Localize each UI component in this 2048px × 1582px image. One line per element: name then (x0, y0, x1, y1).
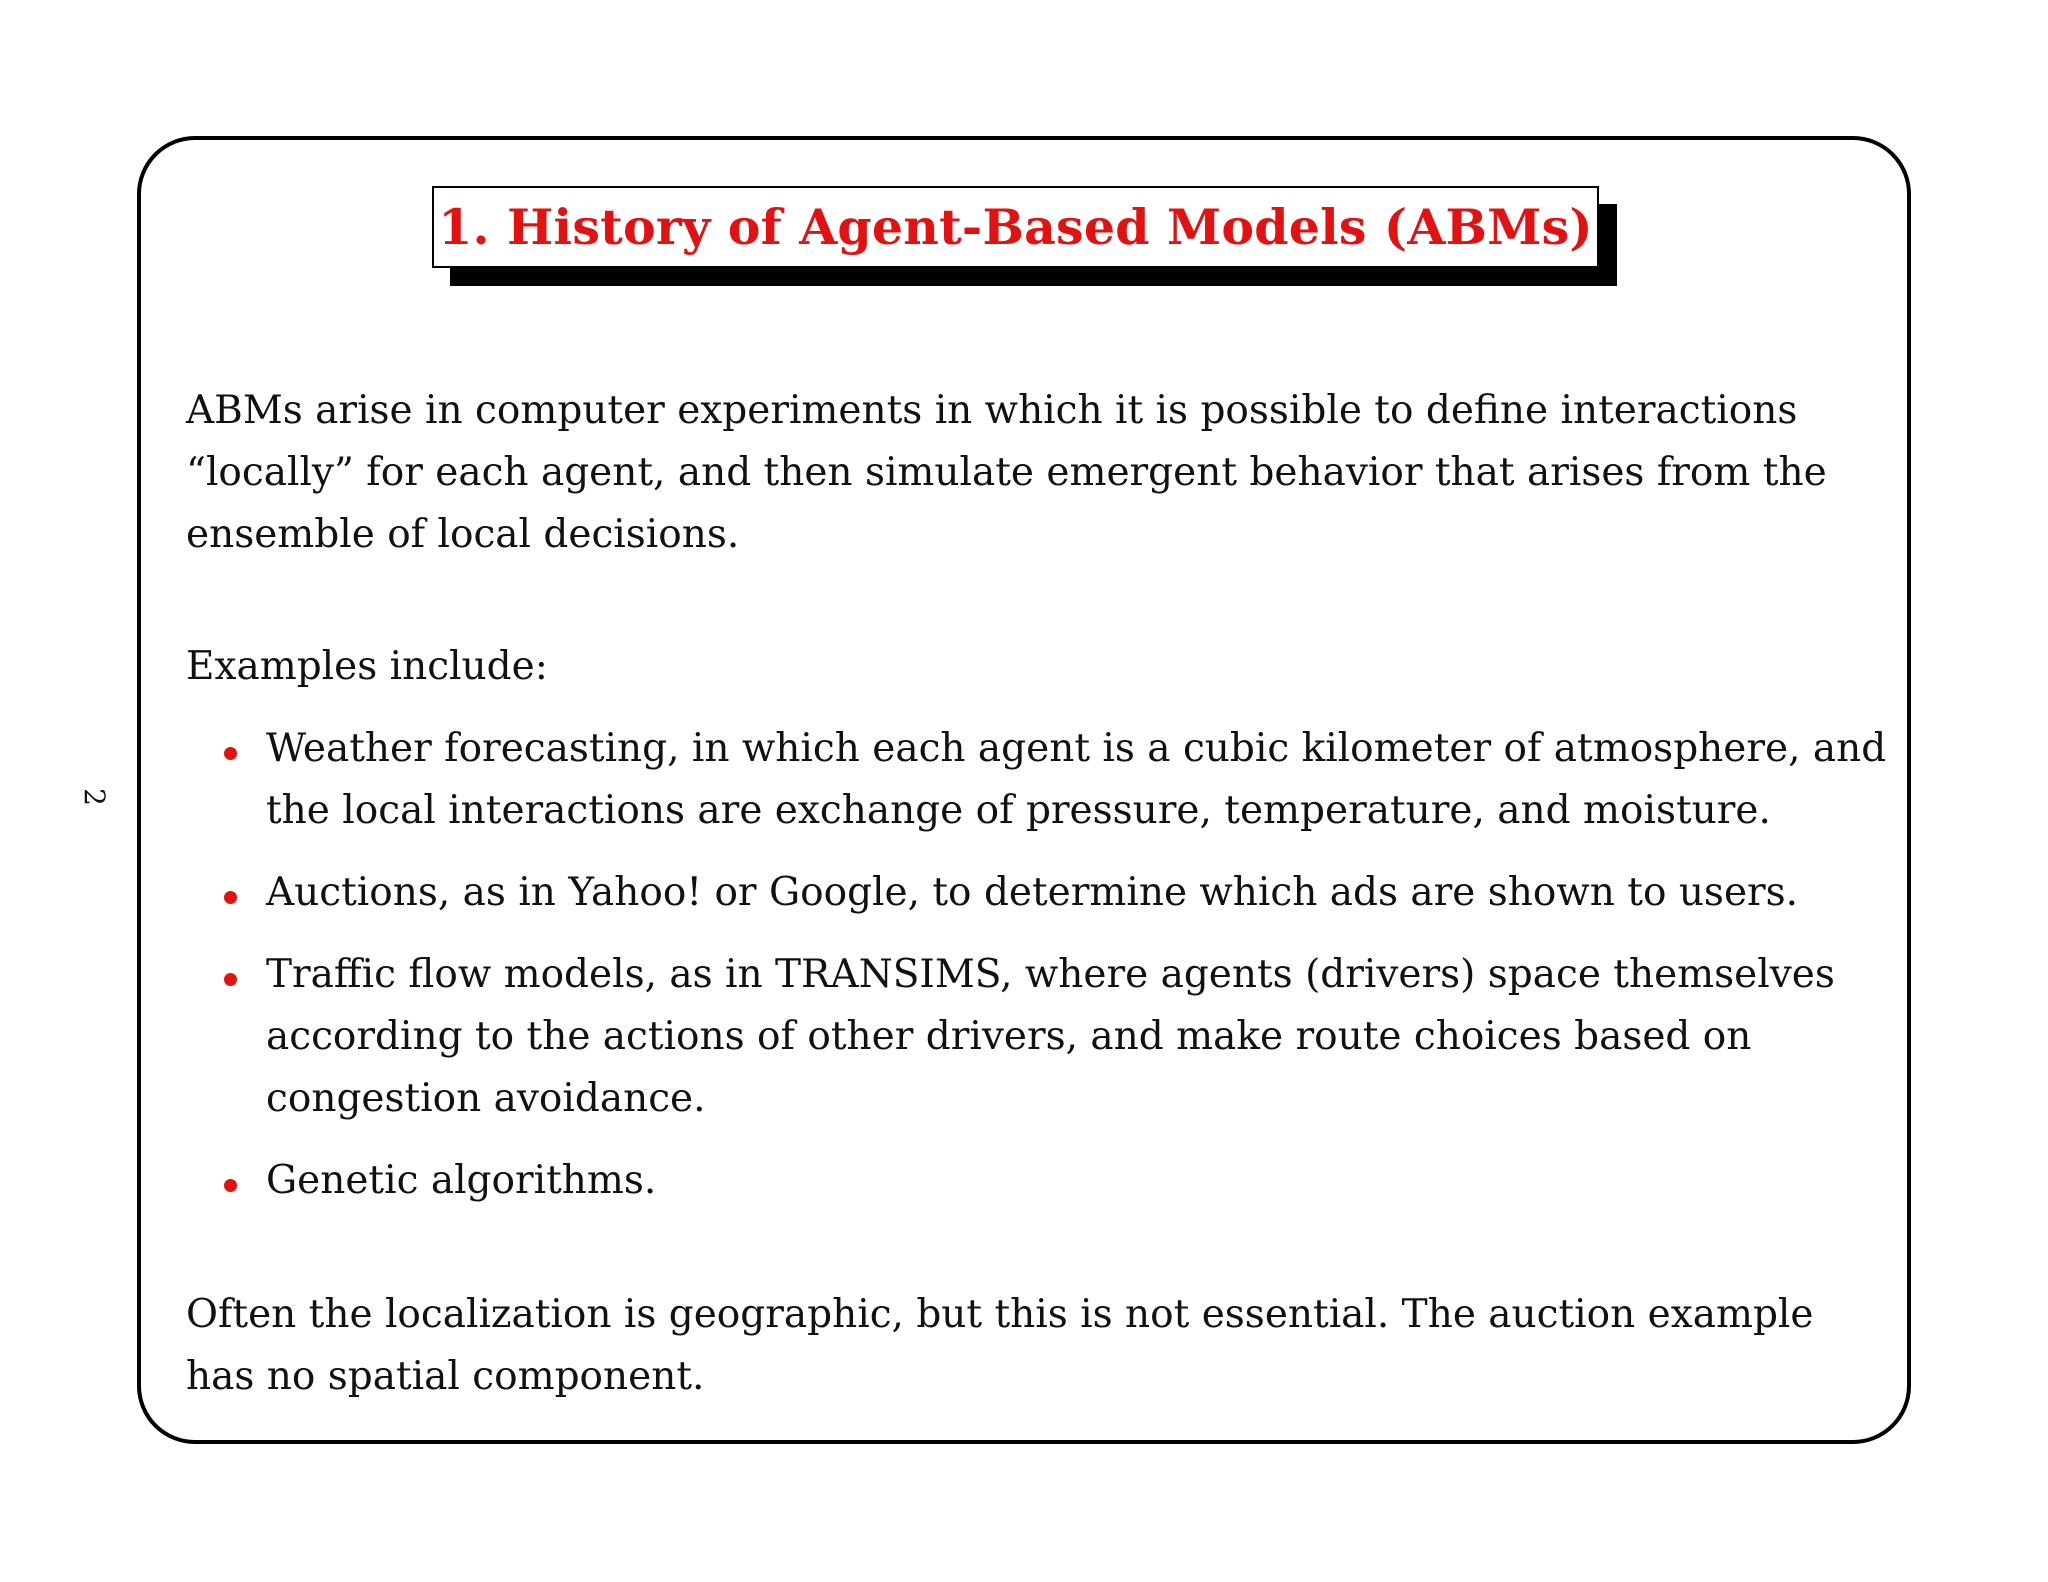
slide-title: 1. History of Agent-Based Models (ABMs) (438, 197, 1593, 256)
bullet-marker (224, 1179, 237, 1192)
intro-line: ensemble of local decisions. (186, 512, 740, 557)
intro-line: ABMs arise in computer experiments in which it is possible to define interactions (186, 388, 1798, 433)
bullet-text: according to the actions of other drivers, and make route choices based on (266, 1014, 1752, 1059)
bullet-text: Genetic algorithms. (266, 1158, 657, 1203)
bullet-text: Weather forecasting, in which each agent is a cubic kilometer of atmosphere, and (266, 726, 1887, 771)
bullet-marker (224, 747, 237, 760)
bullet-text: Auctions, as in Yahoo! or Google, to determine which ads are shown to users. (266, 870, 1799, 915)
intro-line: “locally” for each agent, and then simulate emergent behavior that arises from the (186, 450, 1827, 495)
page-number: 2 (77, 788, 111, 806)
bullet-marker (224, 973, 237, 986)
closing-line: has no spatial component. (186, 1354, 705, 1399)
examples-heading: Examples include: (186, 644, 548, 689)
bullet-text: congestion avoidance. (266, 1076, 706, 1121)
bullet-marker (224, 891, 237, 904)
bullet-text: Traffic flow models, as in TRANSIMS, where agents (drivers) space themselves (266, 952, 1835, 997)
closing-line: Often the localization is geographic, but this is not essential. The auction example (186, 1292, 1814, 1337)
title-box (432, 186, 1599, 268)
bullet-text: the local interactions are exchange of pressure, temperature, and moisture. (266, 788, 1771, 833)
